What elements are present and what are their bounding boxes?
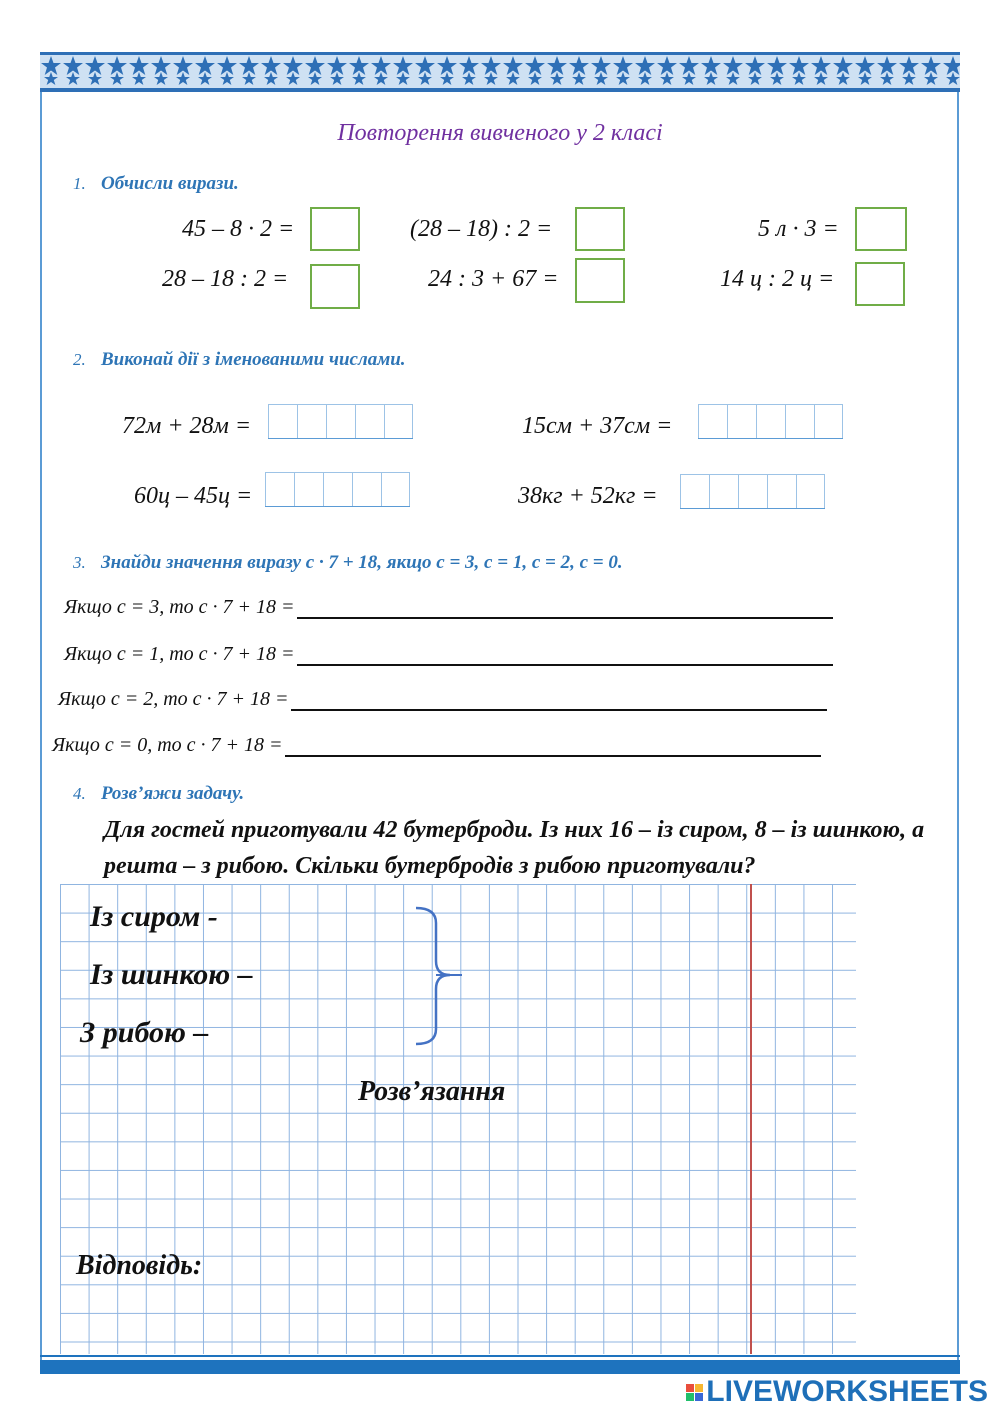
liveworksheets-logo (686, 1375, 988, 1409)
short-entry-fish: З рибою – (80, 1016, 209, 1049)
task4-heading (73, 783, 244, 805)
task3-heading-text: Знайди значення виразу с · 7 + 18, якщо с = 3, с = 1, с = 2, с = 0. (101, 552, 623, 573)
task1-heading (73, 173, 239, 195)
task1-expression: 45 – 8 · 2 = (182, 216, 295, 242)
answer-box[interactable] (310, 207, 360, 251)
answer-label: Відповідь: (76, 1250, 203, 1281)
short-entry-cheese: Із сиром - (90, 900, 218, 933)
task3-line-label: Якщо с = 0, то с · 7 + 18 = (52, 734, 283, 756)
task4-number: 4. (73, 784, 86, 803)
task1-heading-text: Обчисли вирази. (101, 173, 239, 194)
task4-heading-text: Розв’яжи задачу. (101, 783, 245, 804)
task3-line (64, 596, 833, 619)
answer-cells[interactable] (265, 472, 410, 507)
task1-expression: 5 л · 3 = (758, 216, 839, 242)
problem-text: Для гостей приготували 42 бутерброди. Із них 16 – із сиром, 8 – із шинкою, а решта – з рибою. Скільки бутербродів з рибою приготували? (104, 817, 925, 879)
task2-expression: 15см + 37см = (522, 413, 673, 439)
task2-heading-text: Виконай дії з іменованими числами. (101, 349, 406, 370)
short-entry-ham: Із шинкою – (90, 958, 253, 991)
answer-line[interactable] (285, 737, 821, 757)
task3-line-label: Якщо с = 3, то с · 7 + 18 = (64, 596, 295, 618)
answer-box[interactable] (575, 258, 625, 303)
answer-box[interactable] (310, 264, 360, 309)
task3-line (52, 734, 821, 757)
task3-line-label: Якщо с = 2, то с · 7 + 18 = (58, 688, 289, 710)
task1-number: 1. (73, 174, 86, 193)
task2-expression: 38кг + 52кг = (518, 483, 658, 509)
task3-line-label: Якщо с = 1, то с · 7 + 18 = (64, 643, 295, 665)
task2-expression: 72м + 28м = (122, 413, 252, 439)
stars-border (40, 52, 960, 92)
task3-line (64, 643, 833, 666)
task2-expression: 60ц – 45ц = (134, 483, 253, 509)
task1-expression: (28 – 18) : 2 = (410, 216, 553, 242)
task1-expression: 14 ц : 2 ц = (720, 266, 835, 292)
answer-cells[interactable] (268, 404, 413, 439)
answer-line[interactable] (297, 599, 833, 619)
curly-brace-icon (412, 905, 464, 1047)
answer-box[interactable] (855, 207, 907, 251)
answer-cells[interactable] (680, 474, 825, 509)
margin-line (750, 884, 752, 1354)
answer-line[interactable] (297, 646, 833, 666)
solution-label: Розв’язання (358, 1076, 506, 1107)
bottom-border (40, 1360, 960, 1374)
brand-name: LIVEWORKSHEETS (706, 1375, 988, 1408)
answer-line[interactable] (291, 691, 827, 711)
answer-cells[interactable] (698, 404, 843, 439)
task1-expression: 28 – 18 : 2 = (162, 266, 289, 292)
task1-expression: 24 : 3 + 67 = (428, 266, 559, 292)
task2-heading (73, 349, 406, 371)
task3-line (58, 688, 827, 711)
task3-number: 3. (73, 553, 86, 572)
answer-box[interactable] (575, 207, 625, 251)
task3-heading (73, 552, 623, 574)
worksheet-title: Повторення вивченого у 2 класі (337, 120, 663, 146)
liveworksheets-mark-icon (686, 1384, 703, 1401)
answer-box[interactable] (855, 262, 905, 306)
task2-number: 2. (73, 350, 86, 369)
